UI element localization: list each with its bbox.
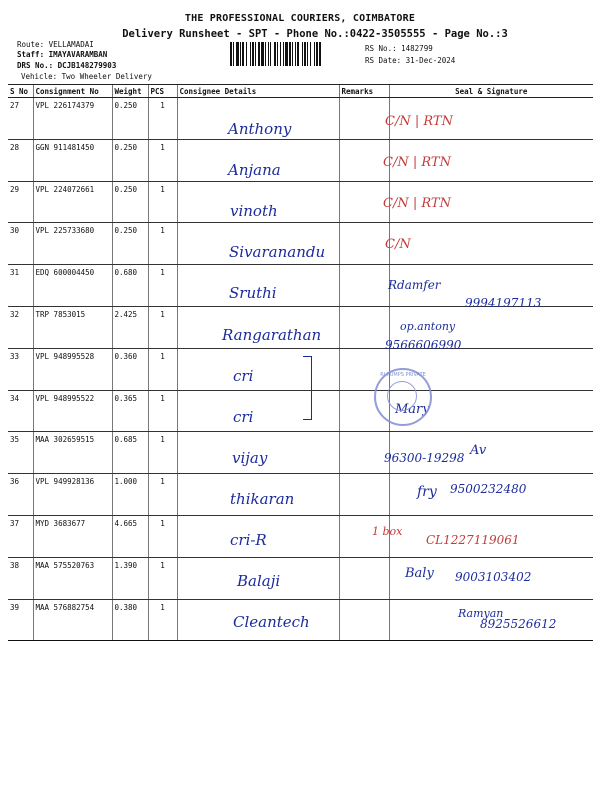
- barcode: [229, 42, 354, 66]
- row-sno: 29: [8, 181, 33, 223]
- row-sno: 38: [8, 557, 33, 599]
- consignee-handwritten-name: cri-R: [230, 531, 267, 549]
- runsheet-subtitle: Delivery Runsheet - SPT - Phone No.:0422-3505555 - Page No.:3: [122, 28, 508, 40]
- barcode-bar: [242, 42, 244, 66]
- table-header-row: [8, 85, 593, 98]
- row-pcs: 1: [148, 557, 177, 599]
- row-pcs: 1: [148, 390, 177, 432]
- barcode-bar: [258, 42, 260, 66]
- row-sno: 36: [8, 474, 33, 516]
- consignee-handwritten-name: Anjana: [228, 161, 281, 180]
- consignee-handwritten-name: Rangarathan: [222, 325, 322, 344]
- col-header-remarks: Remarks: [339, 85, 389, 98]
- row-remarks-cell: [339, 181, 389, 223]
- row-weight: 0.250: [112, 98, 148, 140]
- row-pcs: 1: [148, 265, 177, 307]
- handwritten-phone: 9003103402: [455, 570, 532, 585]
- row-consignment-no: TRP 7853015: [33, 306, 112, 348]
- consignee-handwritten-name: cri: [233, 407, 254, 426]
- consignee-handwritten-name: cri: [233, 366, 254, 385]
- table-row: [8, 390, 593, 432]
- row-pcs: 1: [148, 474, 177, 516]
- bracket-mark: [303, 356, 312, 420]
- row-pcs: 1: [148, 348, 177, 390]
- route-label: Route: VELLAMADAI: [17, 40, 94, 49]
- handwritten-signature: Baly: [405, 566, 434, 582]
- handwritten-signature: Av: [470, 442, 487, 458]
- row-remarks-cell: [339, 223, 389, 265]
- row-sno: 32: [8, 306, 33, 348]
- col-header-weight: Weight: [112, 85, 148, 98]
- row-consignee-cell: [177, 390, 339, 432]
- row-remarks-cell: [339, 432, 389, 474]
- handwritten-phone: CL1227119061: [426, 533, 520, 547]
- row-weight: 4.665: [112, 515, 148, 557]
- row-weight: 0.380: [112, 599, 148, 641]
- table-row: [8, 98, 593, 140]
- consignee-handwritten-name: Sivaranandu: [229, 243, 326, 262]
- row-consignment-no: MAA 575520763: [33, 557, 112, 599]
- row-weight: 0.360: [112, 348, 148, 390]
- row-remarks-cell: [339, 599, 389, 641]
- barcode-bar: [270, 42, 271, 66]
- row-consignment-no: VPL 225733680: [33, 223, 112, 265]
- row-weight: 0.250: [112, 139, 148, 181]
- row-sno: 37: [8, 515, 33, 557]
- row-consignee-cell: [177, 348, 339, 390]
- rs-date: RS Date: 31-Dec-2024: [365, 56, 456, 65]
- row-weight: 0.680: [112, 265, 148, 307]
- barcode-bar: [316, 42, 318, 66]
- row-pcs: 1: [148, 98, 177, 140]
- row-pcs: 1: [148, 306, 177, 348]
- handwritten-phone: 9566606990: [385, 337, 462, 352]
- rs-number: RS No.: 1482799: [365, 44, 433, 53]
- row-consignment-no: EDQ 600004450: [33, 265, 112, 307]
- handwritten-signature: C/N | RTN: [383, 196, 451, 212]
- col-header-consignee: Consignee Details: [177, 85, 339, 98]
- row-consignment-no: VPL 949928136: [33, 474, 112, 516]
- row-sno: 39: [8, 599, 33, 641]
- row-remarks-cell: [339, 306, 389, 348]
- row-consignment-no: MAA 576882754: [33, 599, 112, 641]
- barcode-bar: [230, 42, 232, 66]
- handwritten-signature: op.antony: [400, 319, 456, 333]
- consignee-handwritten-name: thikaran: [230, 489, 295, 508]
- barcode-bar: [302, 42, 303, 66]
- barcode-bar: [307, 42, 308, 66]
- row-sno: 35: [8, 432, 33, 474]
- consignee-handwritten-name: Balaji: [237, 572, 281, 591]
- barcode-bar: [233, 42, 234, 66]
- row-remarks-cell: [339, 557, 389, 599]
- table-row: [8, 432, 593, 474]
- col-header-consignment: Consignment No: [33, 85, 112, 98]
- barcode-bar: [304, 42, 306, 66]
- handwritten-signature: Ramyan: [458, 607, 504, 621]
- handwritten-phone: 9500232480: [450, 481, 527, 496]
- consignee-handwritten-name: Cleantech: [233, 613, 310, 632]
- consignee-handwritten-name: Anthony: [228, 120, 292, 138]
- stamp-inner-ring: [387, 381, 417, 411]
- row-consignment-no: MAA 302659515: [33, 432, 112, 474]
- row-consignment-no: VPL 224072661: [33, 181, 112, 223]
- row-pcs: 1: [148, 139, 177, 181]
- runsheet-table: [8, 84, 593, 641]
- barcode-bar: [265, 42, 266, 66]
- handwritten-signature: C/N: [385, 237, 411, 253]
- barcode-bar: [314, 42, 315, 66]
- row-weight: 0.365: [112, 390, 148, 432]
- row-seal-cell: [389, 223, 593, 265]
- drs-number: DRS No.: DCJB148279903: [17, 61, 117, 70]
- barcode-bar: [283, 42, 284, 66]
- barcode-bar: [295, 42, 296, 66]
- handwritten-signature: C/N | RTN: [383, 155, 451, 171]
- barcode-bar: [240, 42, 241, 66]
- barcode-bar: [250, 42, 251, 66]
- handwritten-signature: Rdamfer: [388, 278, 441, 293]
- row-weight: 2.425: [112, 306, 148, 348]
- barcode-bar: [246, 42, 247, 66]
- handwritten-phone: 8925526612: [480, 617, 557, 632]
- row-weight: 0.250: [112, 223, 148, 265]
- row-weight: 1.390: [112, 557, 148, 599]
- company-stamp: [374, 368, 432, 426]
- barcode-bar: [297, 42, 299, 66]
- handwritten-signature: 1 box: [372, 525, 403, 538]
- handwritten-signature: Mary: [395, 401, 430, 417]
- row-consignment-no: VPL 948995528: [33, 348, 112, 390]
- row-weight: 0.250: [112, 181, 148, 223]
- row-pcs: 1: [148, 223, 177, 265]
- barcode-bar: [285, 42, 288, 66]
- row-pcs: 1: [148, 515, 177, 557]
- row-sno: 33: [8, 348, 33, 390]
- row-pcs: 1: [148, 599, 177, 641]
- row-consignment-no: GGN 911481450: [33, 139, 112, 181]
- row-remarks-cell: [339, 474, 389, 516]
- row-sno: 27: [8, 98, 33, 140]
- handwritten-phone: 9994197113: [465, 296, 542, 311]
- barcode-bar: [280, 42, 281, 66]
- row-remarks-cell: [339, 98, 389, 140]
- row-sno: 28: [8, 139, 33, 181]
- row-sno: 30: [8, 223, 33, 265]
- handwritten-signature: C/N | RTN: [385, 114, 453, 129]
- row-remarks-cell: [339, 265, 389, 307]
- col-header-sno: S No: [8, 85, 33, 98]
- col-header-seal: Seal & Signature: [389, 85, 593, 98]
- consignee-handwritten-name: Sruthi: [229, 284, 277, 303]
- col-header-pcs: PCS: [148, 85, 177, 98]
- barcode-bar: [319, 42, 321, 66]
- barcode-bar: [274, 42, 276, 66]
- row-weight: 1.000: [112, 474, 148, 516]
- table-row: [8, 348, 593, 390]
- barcode-bar: [289, 42, 291, 66]
- table-row: [8, 181, 593, 223]
- row-remarks-cell: [339, 139, 389, 181]
- barcode-bar: [277, 42, 278, 66]
- stamp-text: RI PUMPS PRIVATE: [380, 372, 426, 378]
- row-consignment-no: MYD 3683677: [33, 515, 112, 557]
- row-consignment-no: VPL 226174379: [33, 98, 112, 140]
- row-consignment-no: VPL 948995522: [33, 390, 112, 432]
- row-pcs: 1: [148, 432, 177, 474]
- barcode-bar: [236, 42, 239, 66]
- row-sno: 31: [8, 265, 33, 307]
- document-title: THE PROFESSIONAL COURIERS, COIMBATORE: [184, 13, 416, 24]
- handwritten-signature: fry: [417, 483, 437, 500]
- barcode-bar: [292, 42, 293, 66]
- barcode-bar: [252, 42, 254, 66]
- handwritten-phone: 96300-19298: [384, 450, 465, 465]
- barcode-bar: [268, 42, 269, 66]
- barcode-bar: [255, 42, 256, 66]
- row-pcs: 1: [148, 181, 177, 223]
- consignee-handwritten-name: vijay: [232, 448, 268, 467]
- barcode-bar: [310, 42, 311, 66]
- vehicle-label: Vehicle: Two Wheeler Delivery: [21, 72, 152, 81]
- row-sno: 34: [8, 390, 33, 432]
- row-weight: 0.685: [112, 432, 148, 474]
- staff-label: Staff: IMAYAVARAMBAN: [17, 50, 108, 59]
- table-row: [8, 139, 593, 181]
- consignee-handwritten-name: vinoth: [230, 202, 278, 221]
- barcode-bar: [261, 42, 264, 66]
